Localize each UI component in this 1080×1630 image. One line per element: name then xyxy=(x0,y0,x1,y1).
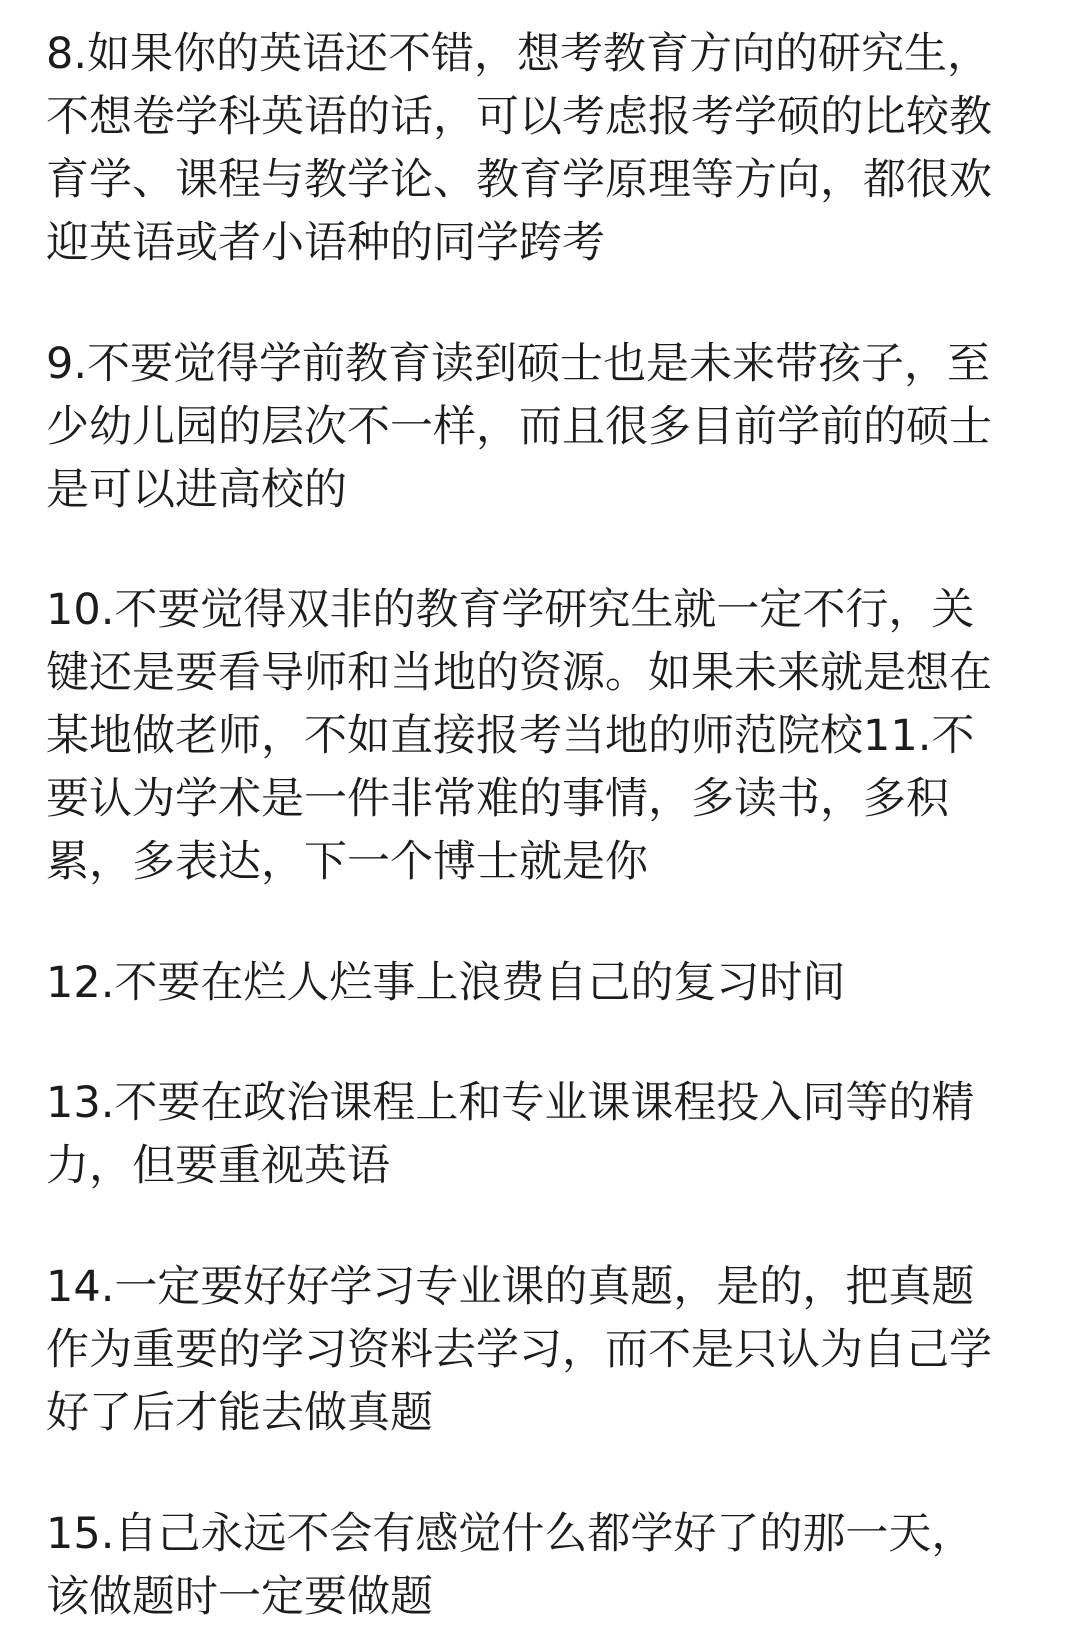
item-15-line-2: 该做题时一定要做题 xyxy=(46,1572,433,1622)
item-8-line-2: 不想卷学科英语的话，可以考虑报考学硕的比较教 xyxy=(46,92,992,142)
item-10-line-2: 键还是要看导师和当地的资源。如果未来就是想在 xyxy=(46,648,992,698)
item-13-line-2: 力，但要重视英语 xyxy=(46,1141,390,1191)
item-11-line-2: 累，多表达，下一个博士就是你 xyxy=(46,837,648,887)
item-14-line-1: 14.一定要好好学习专业课的真题，是的，把真题 xyxy=(46,1262,975,1312)
item-9-line-1: 9.不要觉得学前教育读到硕士也是未来带孩子，至 xyxy=(46,339,991,389)
item-8-line-3: 育学、课程与教学论、教育学原理等方向，都很欢 xyxy=(46,155,992,205)
item-12-line-1: 12.不要在烂人烂事上浪费自己的复习时间 xyxy=(46,958,846,1008)
item-13-line-1: 13.不要在政治课程上和专业课课程投入同等的精 xyxy=(46,1078,975,1128)
item-14-line-3: 好了后才能去做真题 xyxy=(46,1388,433,1438)
item-9-line-3: 是可以进高校的 xyxy=(46,465,347,515)
item-8-line-1: 8.如果你的英语还不错，想考教育方向的研究生， xyxy=(46,29,991,79)
item-14-line-2: 作为重要的学习资料去学习，而不是只认为自己学 xyxy=(46,1325,992,1375)
item-10-line-1: 10.不要觉得双非的教育学研究生就一定不行，关 xyxy=(46,585,975,635)
item-9-line-2: 少幼儿园的层次不一样，而且很多目前学前的硕士 xyxy=(46,402,992,452)
item-10-line-3: 某地做老师，不如直接报考当地的师范院校11.不 xyxy=(46,711,975,761)
item-11-line-1: 要认为学术是一件非常难的事情，多读书，多积 xyxy=(46,774,949,824)
item-8-line-4: 迎英语或者小语种的同学跨考 xyxy=(46,218,605,268)
item-15-line-1: 15.自己永远不会有感觉什么都学好了的那一天， xyxy=(46,1509,975,1559)
